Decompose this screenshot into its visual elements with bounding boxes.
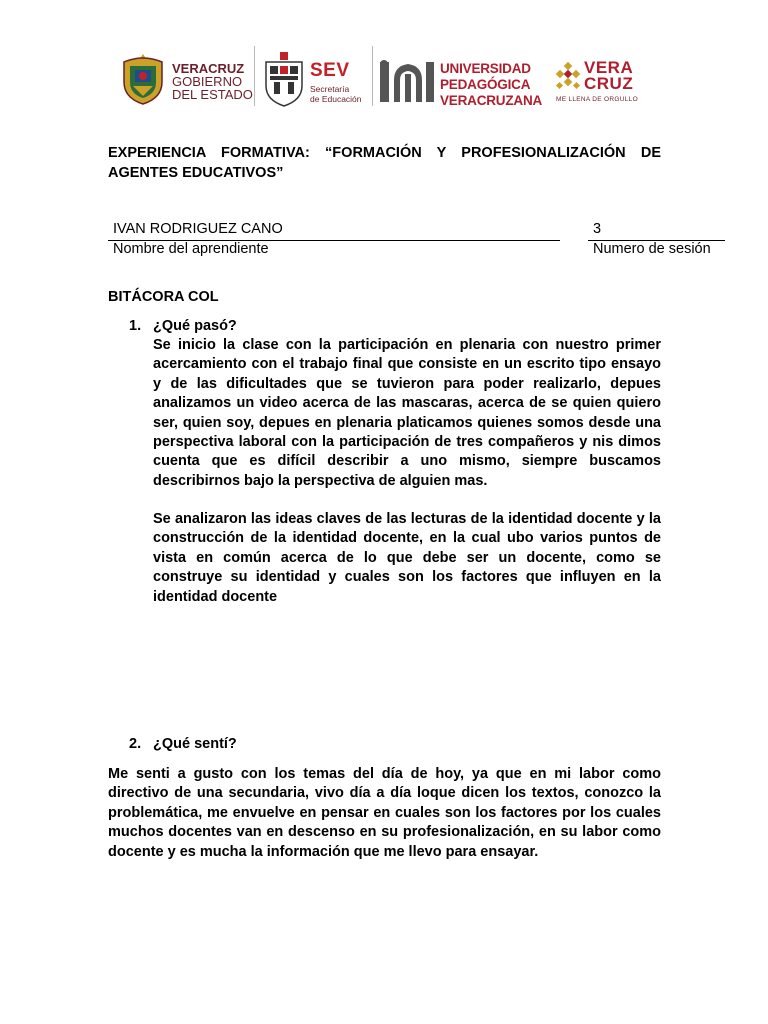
sev-logo [262, 48, 372, 110]
session-number-value: 3 [593, 221, 602, 237]
logo-text-line: DEL ESTADO [172, 87, 253, 102]
sev-coat-of-arms-icon [262, 52, 306, 108]
question-label: ¿Qué pasó? [153, 318, 237, 334]
logo-text-line: VERACRUZ [172, 61, 245, 76]
session-number-label: Numero de sesión [593, 241, 711, 257]
logo-text-line: Secretaría [310, 84, 350, 94]
student-name-value: IVAN RODRIGUEZ CANO [113, 221, 283, 237]
veracruz-flower-icon [554, 62, 582, 92]
question-paragraph: Me senti a gusto con los temas del día de hoy, ya que en mi labor como directivo de una secundaria, vivo día a día loque dicen los textos, conozco la problemática, me envuelve en pensar en cuales son los factores por los cuales muchos docentes van en descenso en su profesionalización, en su labor como docente y es mucha la información que me llevo para ensayar. [108, 766, 661, 860]
question-number: 2. [129, 736, 142, 752]
logo-text-line: VERA [584, 58, 634, 77]
logo-text-line: VERACRUZANA [440, 93, 543, 108]
logo-tagline: ME LLENA DE ORGULLO [556, 96, 638, 103]
upv-emblem-icon [378, 58, 436, 108]
logo-divider [372, 46, 373, 106]
logo-text-line: UNIVERSIDAD [440, 61, 531, 76]
veracruz-coat-of-arms-icon [120, 52, 166, 106]
question-label: ¿Qué sentí? [153, 736, 237, 752]
section-title: BITÁCORA COL [108, 289, 219, 305]
logo-text-line: CRUZ [584, 74, 634, 93]
logo-divider [254, 46, 255, 106]
upv-logo [378, 52, 546, 110]
logo-text-line: de Educación [310, 94, 362, 104]
sev-acronym: SEV [310, 60, 350, 81]
question-paragraph: Se analizaron las ideas claves de las lecturas de la identidad docente y la construcción de la identidad docente, en la cual ubo varios puntos de vista en común acerca de lo que debe ser un docente, como se construye su identidad y cuales son los factores que influyen en la identidad docente [153, 511, 661, 605]
veracruz-brand-logo [554, 50, 640, 110]
question-number: 1. [129, 318, 142, 334]
student-name-label: Nombre del aprendiente [113, 241, 269, 257]
logo-text-line: PEDAGÓGICA [440, 77, 531, 92]
document-title: EXPERIENCIA FORMATIVA: “FORMACIÓN Y PROFESIONALIZACIÓN DE AGENTES EDUCATIVOS” [108, 145, 661, 181]
question-paragraph: Se inicio la clase con la participación en plenaria con nuestro primer acercamiento con el trabajo final que consiste en un escrito tipo ensayo y de las dificultades que se tuvieron para poder realizarlo, depues analizamos un video acerca de las mascaras, acerca de se quien quiero ser, quien soy, depues en plenaria platicamos quienes somos desde una perspectiva laboral con la participación de tres compañeros y nis dimos cuenta que es difícil describir a uno mismo, siempre buscamos describirnos bajo la perspectiva de alguien mas. [153, 337, 661, 489]
logo-text-line: GOBIERNO [172, 74, 243, 89]
gobierno-veracruz-logo [120, 48, 260, 110]
